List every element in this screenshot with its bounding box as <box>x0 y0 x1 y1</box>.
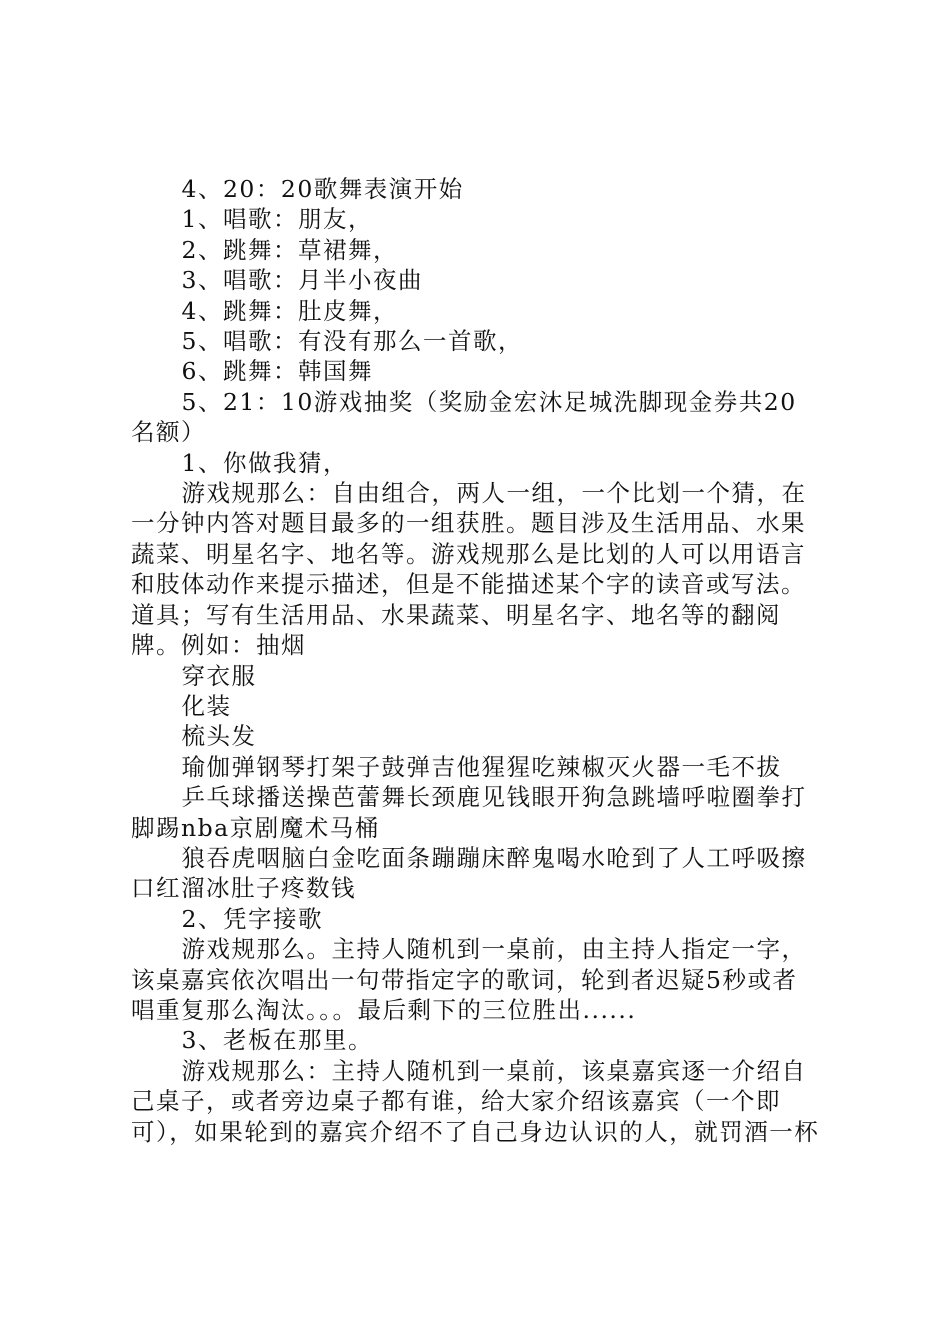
game-title: 2、凭字接歌 <box>181 904 323 933</box>
example-list: 瑜伽弹钢琴打架子鼓弹吉他猩猩吃辣椒灭火器一毛不拔 <box>181 752 782 781</box>
game-rules-paragraph: 游戏规那么：自由组合，两人一组，一个比划一个猜，在一分钟内答对题目最多的一组获胜。题目涉及生活用品、水果蔬菜、明星名字、地名等。游戏规那么是比划的人可以用语言和肢体动作来提示描述，但是不能描述某个字的读音或写法。道具；写有生活用品、水果蔬菜、明星名字、地名等的翻阅牌。例如：抽烟 <box>131 479 807 660</box>
game-rules-paragraph: 游戏规那么。主持人随机到一桌前，由主持人指定一字，该桌嘉宾依次唱出一句带指定字的歌词，轮到者迟疑5秒或者唱重复那么淘汰。。。最后剩下的三位胜出...... <box>131 935 807 1024</box>
example-list: 乒乓球播送操芭蕾舞长颈鹿见钱眼开狗急跳墙呼啦圈拳打脚踢nba京剧魔术马桶 <box>131 783 807 842</box>
document-body <box>131 174 821 1147</box>
game-rules-paragraph: 游戏规那么：主持人随机到一桌前，该桌嘉宾逐一介绍自己桌子，或者旁边桌子都有谁，给大家介绍该嘉宾（一个即可），如果轮到的嘉宾介绍不了自己身边认识的人，就罚酒一杯 <box>131 1056 820 1146</box>
example-item: 梳头发 <box>181 722 257 751</box>
game-title: 1、你做我猜， <box>181 448 348 477</box>
example-item: 穿衣服 <box>181 661 257 690</box>
program-sub-item: 2、跳舞：草裙舞， <box>181 235 398 264</box>
program-item-song-dance: 4、20：20歌舞表演开始 <box>181 175 464 203</box>
game-title: 3、老板在那里。 <box>181 1026 373 1055</box>
program-item-game-lottery: 5、21：10游戏抽奖（奖励金宏沐足城洗脚现金券共20名额） <box>131 387 797 447</box>
example-item: 化装 <box>181 691 232 720</box>
program-sub-item: 3、唱歌：月半小夜曲 <box>181 266 423 295</box>
program-sub-item: 5、唱歌：有没有那么一首歌， <box>181 327 523 356</box>
program-sub-item: 1、唱歌：朋友， <box>181 205 373 234</box>
program-sub-item: 4、跳舞：肚皮舞， <box>181 296 398 325</box>
program-sub-item: 6、跳舞：韩国舞 <box>181 357 373 386</box>
example-list: 狼吞虎咽脑白金吃面条蹦蹦床醉鬼喝水呛到了人工呼吸擦口红溜冰肚子疼数钱 <box>131 843 807 903</box>
